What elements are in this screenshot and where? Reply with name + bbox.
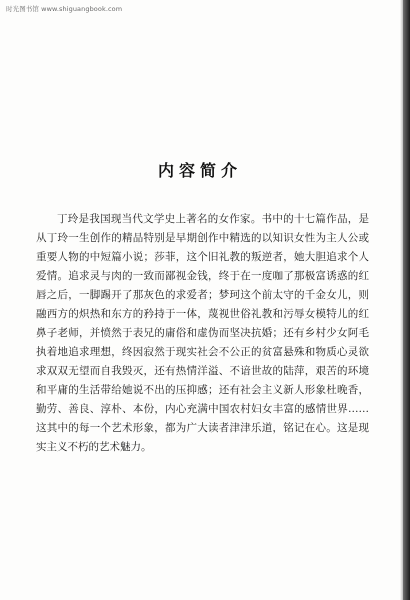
page-title: 内容简介 [157, 161, 242, 180]
page-edge [403, 0, 410, 600]
site-watermark: 时光图书馆 www.shiguangbook.com [6, 5, 123, 13]
summary-paragraph: 丁玲是我国现当代文学史上著名的女作家。书中的十七篇作品，是从丁玲一生创作的精品特别是早期创作中精选的以知识女性为主人公或重要人物的中短篇小说；莎菲，这个旧礼教的叛逆者，她大胆追求个人爱情。追求灵与肉的一致而鄙视金钱，终于在一度咖了那极富诱惑的红唇之后，一脚踢开了那灰色的求爱者；梦珂这个前太守的千金女儿，则融西方的炽热和东方的矜持于一体，蔑视世俗礼教和污辱女模特儿的红鼻子老师，并愤然于表兄的庸俗和虚伪而坚决抗婚；还有乡村少女阿毛执着地追求理想，终因寂然于现实社会不公正的贫富悬殊和物质心灵欲求双双无望而自我毁灭，还有热情洋溢、不谙世故的陆萍，艰苦的环境和平庸的生活带给她说不出的压抑感；还有社会主义新人形象杜晚香，勤劳、善良、淳朴、本份，内心充满中国农村妇女丰富的感情世界……这其中的每一个艺术形象，都为广大读者津津乐道，铭记在心。这是现实主义不朽的艺术魅力。 [36, 213, 369, 453]
